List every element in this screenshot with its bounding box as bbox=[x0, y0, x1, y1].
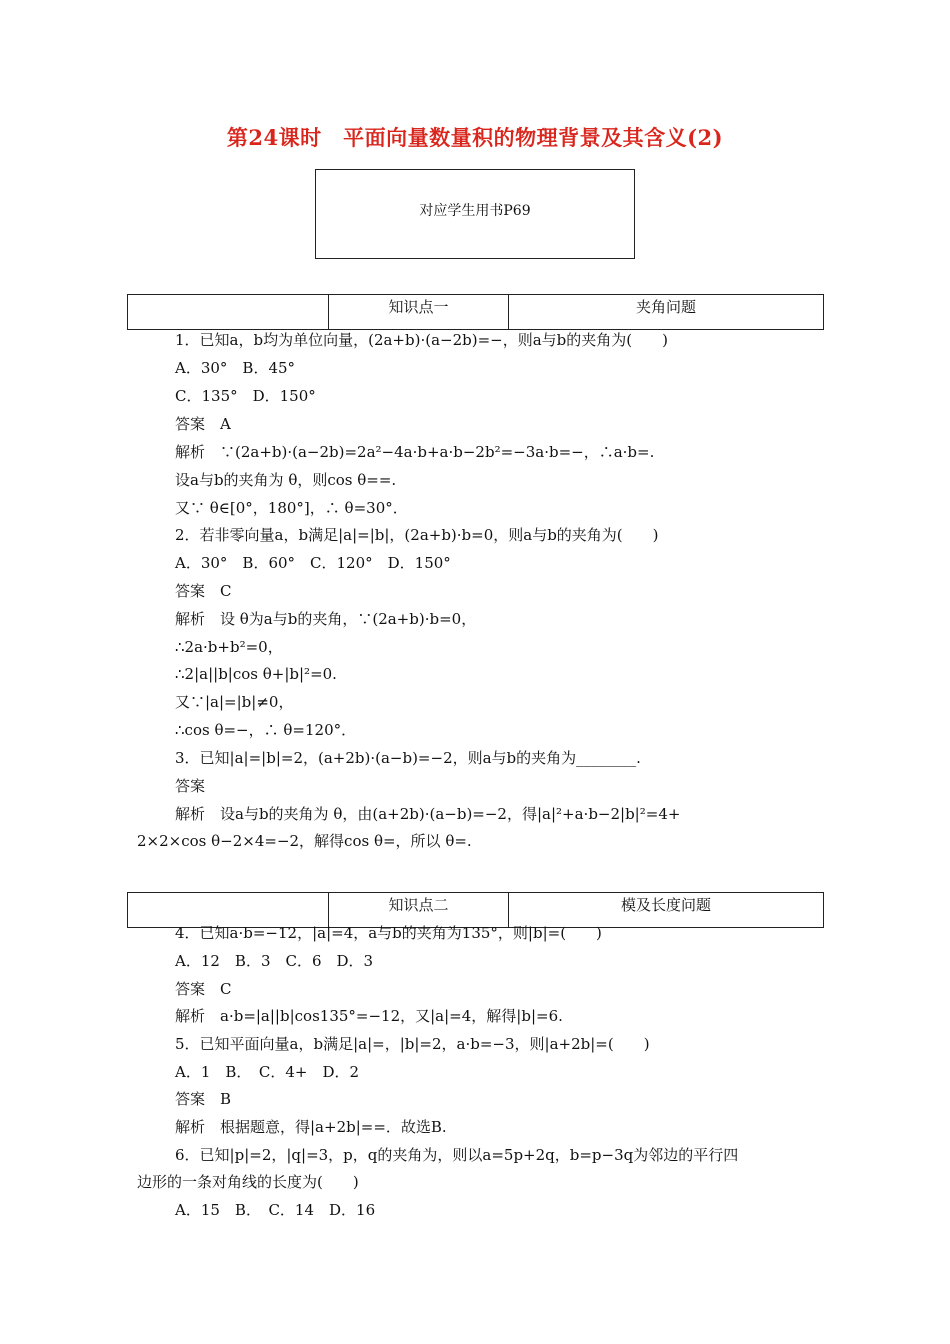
solution-5: 解析 根据题意，得|a+2b|==．故选B. bbox=[175, 1118, 447, 1136]
answer-3: 答案 bbox=[175, 777, 206, 795]
topic-label: 夹角问题 bbox=[635, 298, 696, 316]
solution-4: 解析 a·b=|a||b|cos135°=−12，又|a|=4，解得|b|=6. bbox=[175, 1007, 563, 1025]
question-6-line-1: 6．已知|p|=2，|q|=3，p，q的夹角为，则以a=5p+2q，b=p−3q为邻边的平行四 bbox=[175, 1146, 739, 1164]
topic-label: 模及长度问题 bbox=[620, 896, 711, 914]
options-2: A．30° B．60° C．120° D．150° bbox=[175, 554, 451, 572]
answer-2: 答案 C bbox=[175, 582, 232, 600]
reference-box bbox=[315, 169, 635, 259]
solution-2-line-4: 又∵|a|=|b|≠0， bbox=[175, 693, 294, 711]
answer-1: 答案 A bbox=[175, 415, 231, 433]
question-3: 3．已知|a|=|b|=2，(a+2b)·(a−b)=−2，则a与b的夹角为________. bbox=[175, 749, 641, 767]
solution-2-line-2: ∴2a·b+b²=0， bbox=[175, 638, 283, 656]
question-2: 2．若非零向量a，b满足|a|=|b|，(2a+b)·b=0，则a与b的夹角为( ) bbox=[175, 526, 659, 544]
answer-4: 答案 C bbox=[175, 980, 232, 998]
solution-1-line-2: 设a与b的夹角为 θ，则cos θ==. bbox=[175, 471, 397, 489]
solution-2-line-3: ∴2|a||b|cos θ+|b|²=0. bbox=[175, 665, 337, 683]
options-1b: C．135° D．150° bbox=[175, 387, 316, 405]
options-6: A．15 B． C．14 D．16 bbox=[175, 1201, 376, 1219]
knowledge-point-header-1 bbox=[127, 294, 824, 330]
options-5: A．1 B． C．4+ D．2 bbox=[175, 1063, 360, 1081]
knowledge-point-label: 知识点一 bbox=[329, 295, 509, 329]
answer-5: 答案 B bbox=[175, 1090, 232, 1108]
solution-2-line-1: 解析 设 θ为a与b的夹角，∵(2a+b)·b=0， bbox=[175, 610, 477, 628]
question-5: 5．已知平面向量a，b满足|a|=，|b|=2，a·b=−3，则|a+2b|=( ) bbox=[175, 1035, 650, 1053]
solution-3-line-1: 解析 设a与b的夹角为 θ，由(a+2b)·(a−b)=−2，得|a|²+a·b−2|b|²=4+ bbox=[175, 805, 681, 823]
reference-text: 对应学生用书P69 bbox=[419, 203, 531, 219]
options-1a: A．30° B．45° bbox=[175, 359, 296, 377]
blank-cell bbox=[128, 893, 329, 927]
solution-1-line-1: 解析 ∵(2a+b)·(a−2b)=2a²−4a·b+a·b−2b²=−3a·b=−，∴a·b=. bbox=[175, 443, 655, 461]
solution-3-line-2: 2×2×cos θ−2×4=−2，解得cos θ=，所以 θ=. bbox=[137, 832, 472, 850]
knowledge-point-label: 知识点二 bbox=[329, 893, 509, 927]
solution-1-line-3: 又∵ θ∈[0°，180°]，∴ θ=30°． bbox=[175, 499, 408, 517]
solution-2-line-5: ∴cos θ=−，∴ θ=120°． bbox=[175, 721, 357, 739]
question-4: 4．已知a·b=−12，|a|=4，a与b的夹角为135°，则|b|=( ) bbox=[175, 924, 602, 942]
question-1: 1．已知a，b均为单位向量，(2a+b)·(a−2b)=−，则a与b的夹角为( ) bbox=[175, 331, 668, 349]
options-4: A．12 B．3 C．6 D．3 bbox=[175, 952, 374, 970]
page-title: 第24课时 平面向量数量积的物理背景及其含义(2) bbox=[226, 125, 724, 150]
blank-cell bbox=[128, 295, 329, 329]
question-6-line-2: 边形的一条对角线的长度为( ) bbox=[137, 1173, 359, 1191]
